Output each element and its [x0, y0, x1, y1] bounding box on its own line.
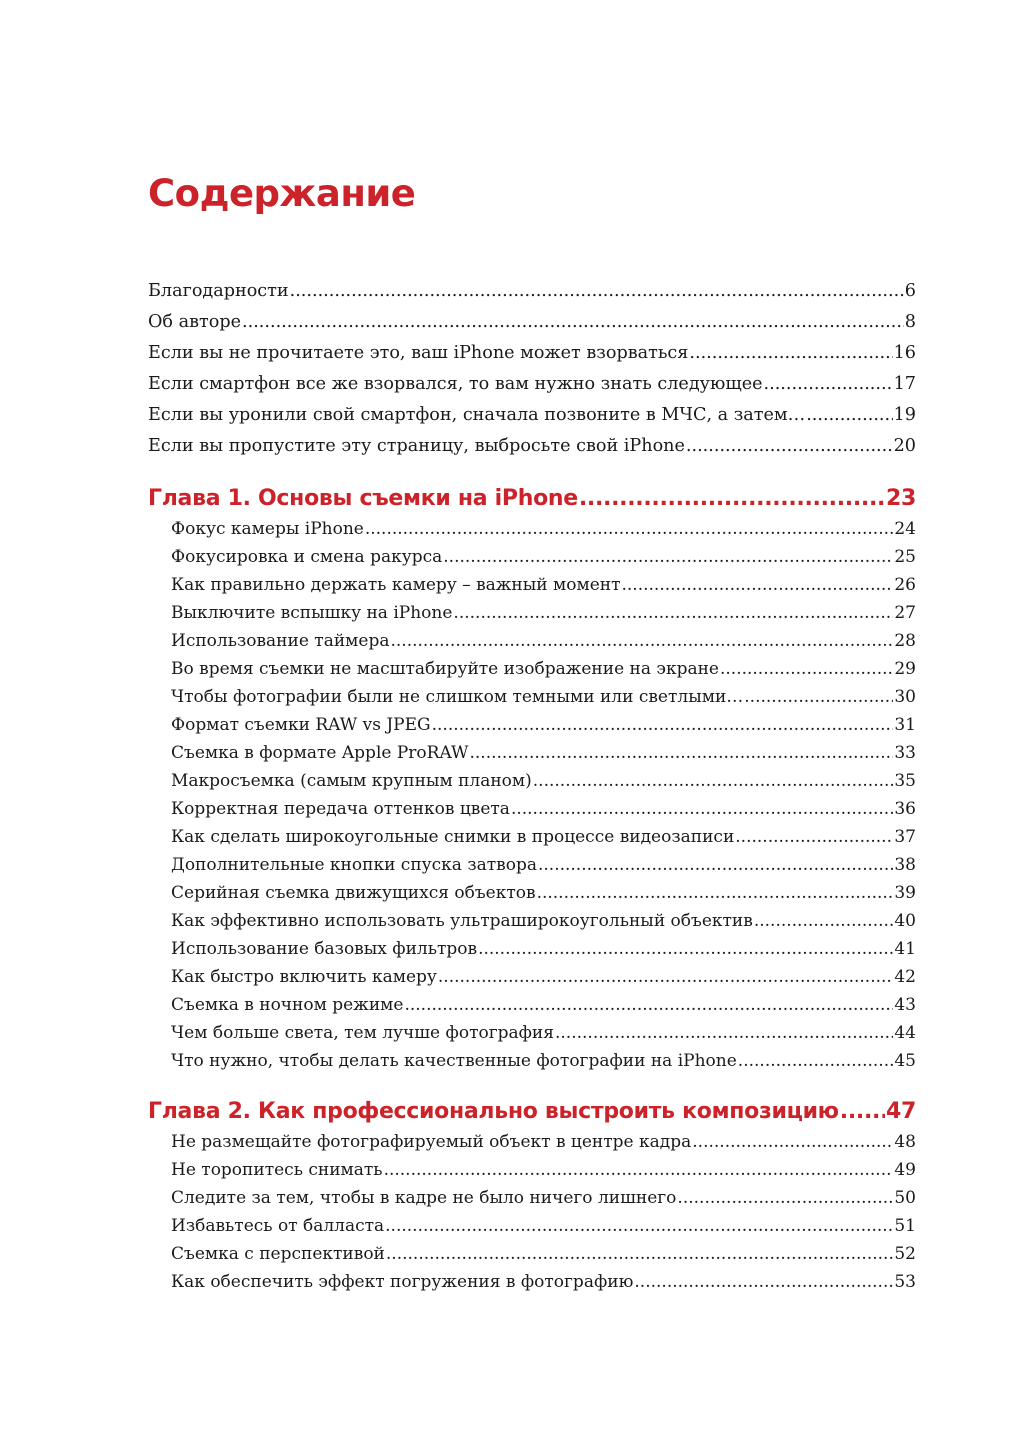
toc-entry-page-number: 38: [894, 855, 916, 875]
chapter-title: Глава 1. Основы съемки на iPhone: [148, 486, 578, 511]
toc-entry-title: Съемка в формате Apple ProRAW: [171, 743, 469, 763]
section-entry[interactable]: [171, 683, 916, 711]
toc-entry-title: Фокусировка и смена ракурса: [171, 547, 443, 567]
dot-leader: [806, 400, 892, 431]
toc-entry-page-number: 26: [894, 575, 916, 595]
section-entry[interactable]: [171, 655, 916, 683]
dot-leader: [720, 655, 893, 683]
toc-entry-title: Как быстро включить камеру: [171, 967, 437, 987]
toc-entry-title: Если вы не прочитаете это, ваш iPhone может взорваться: [148, 343, 689, 363]
toc-entry-page-number: 28: [894, 631, 916, 651]
toc-entry-page-number: 29: [894, 659, 916, 679]
toc-entry-page-number: 37: [894, 827, 916, 847]
dot-leader: [438, 963, 893, 991]
toc-entry-page-number: 33: [894, 743, 916, 763]
dot-leader: [754, 907, 894, 935]
toc-entry-title: Съемка в ночном режиме: [171, 995, 404, 1015]
toc-entry-title: Благодарности: [148, 281, 289, 301]
dot-leader: [686, 431, 893, 462]
section-entry[interactable]: [171, 1019, 916, 1047]
toc-entry-page-number: 16: [893, 343, 916, 363]
dot-leader: [432, 711, 894, 739]
section-entry[interactable]: [171, 627, 916, 655]
toc-entry-page-number: 48: [894, 1132, 916, 1152]
toc-entry-page-number: 27: [894, 603, 916, 623]
toc-entry-title: Как правильно держать камеру – важный момент: [171, 575, 621, 595]
toc-entry-page-number: 43: [894, 995, 916, 1015]
toc-entry-page-number: 36: [894, 799, 916, 819]
toc-entry-title: Не размещайте фотографируемый объект в центре кадра: [171, 1132, 692, 1152]
toc-entry-title: Использование базовых фильтров: [171, 939, 478, 959]
front-matter-entry[interactable]: [148, 276, 916, 307]
toc-entry-title: Если вы уронили свой смартфон, сначала позвоните в МЧС, а затем…: [148, 405, 806, 425]
toc-entry-page-number: 8: [904, 312, 916, 332]
dot-leader: [290, 276, 904, 307]
toc-entry-title: Макросъемка (самым крупным планом): [171, 771, 532, 791]
toc-entry-title: Серийная съемка движущихся объектов: [171, 883, 536, 903]
toc-entry-title: Дополнительные кнопки спуска затвора: [171, 855, 537, 875]
chapter-heading[interactable]: [148, 482, 916, 515]
toc-entry-title: Если вы пропустите эту страницу, выбросьте свой iPhone: [148, 436, 685, 456]
toc-entry-page-number: 51: [894, 1216, 916, 1236]
dot-leader: [689, 338, 892, 369]
front-matter-entry[interactable]: [148, 369, 916, 400]
toc-entry-title: Следите за тем, чтобы в кадре не было ничего лишнего: [171, 1188, 677, 1208]
toc-entry-title: Фокус камеры iPhone: [171, 519, 364, 539]
section-entry[interactable]: [171, 1156, 916, 1184]
section-entry[interactable]: [171, 1240, 916, 1268]
toc-entry-title: Корректная передача оттенков цвета: [171, 799, 510, 819]
section-entry[interactable]: [171, 515, 916, 543]
toc-entry-page-number: 20: [893, 436, 916, 456]
toc-entry-page-number: 19: [893, 405, 916, 425]
chapter-1: [148, 482, 916, 1075]
section-entry[interactable]: [171, 767, 916, 795]
chapter-2-items: [148, 1128, 916, 1296]
dot-leader: [744, 683, 893, 711]
dot-leader: [538, 851, 893, 879]
dot-leader: [840, 1095, 885, 1128]
toc-entry-title: Об авторе: [148, 312, 242, 332]
section-entry[interactable]: [171, 935, 916, 963]
dot-leader: [404, 991, 893, 1019]
section-entry[interactable]: [171, 571, 916, 599]
toc-entry-page-number: 30: [894, 687, 916, 707]
front-matter-entry[interactable]: [148, 338, 916, 369]
toc-entry-title: Формат съемки RAW vs JPEG: [171, 715, 431, 735]
section-entry[interactable]: [171, 543, 916, 571]
toc-entry-page-number: 45: [894, 1051, 916, 1071]
front-matter-entry[interactable]: [148, 400, 916, 431]
toc-entry-title: Как эффективно использовать ультраширокоугольный объектив: [171, 911, 753, 931]
chapter-2: [148, 1095, 916, 1296]
section-entry[interactable]: [171, 1212, 916, 1240]
section-entry[interactable]: [171, 851, 916, 879]
dot-leader: [385, 1212, 893, 1240]
toc-entry-page-number: 17: [893, 374, 916, 394]
toc-entry-title: Как обеспечить эффект погружения в фотографию: [171, 1272, 634, 1292]
dot-leader: [533, 767, 894, 795]
dot-leader: [735, 823, 893, 851]
section-entry[interactable]: [171, 739, 916, 767]
dot-leader: [738, 1047, 894, 1075]
toc-entry-page-number: 49: [894, 1160, 916, 1180]
chapter-heading[interactable]: [148, 1095, 916, 1128]
section-entry[interactable]: [171, 599, 916, 627]
toc-entry-title: Выключите вспышку на iPhone: [171, 603, 453, 623]
dot-leader: [634, 1268, 893, 1296]
toc-entry-page-number: 24: [894, 519, 916, 539]
chapter-1-items: [148, 515, 916, 1075]
dot-leader: [242, 307, 904, 338]
toc-entry-page-number: 39: [894, 883, 916, 903]
toc-entry-page-number: 25: [894, 547, 916, 567]
dot-leader: [384, 1156, 894, 1184]
section-entry[interactable]: [171, 1268, 916, 1296]
section-entry[interactable]: [171, 795, 916, 823]
dot-leader: [511, 795, 893, 823]
section-entry[interactable]: [171, 1184, 916, 1212]
toc-entry-title: Съемка с перспективой: [171, 1244, 385, 1264]
page-title: Содержание: [148, 172, 416, 215]
dot-leader: [692, 1128, 893, 1156]
section-entry[interactable]: [171, 711, 916, 739]
toc-entry-title: Не торопитесь снимать: [171, 1160, 383, 1180]
section-entry[interactable]: [171, 823, 916, 851]
chapter-title: Глава 2. Как профессионально выстроить композицию: [148, 1099, 839, 1124]
front-matter-entry[interactable]: [148, 307, 916, 338]
dot-leader: [365, 515, 894, 543]
toc-entry-title: Во время съемки не масштабируйте изображение на экране: [171, 659, 719, 679]
dot-leader: [579, 482, 885, 515]
section-entry[interactable]: [171, 991, 916, 1019]
section-entry[interactable]: [171, 1047, 916, 1075]
front-matter-entry[interactable]: [148, 431, 916, 462]
chapter-page-number: 23: [885, 486, 916, 511]
dot-leader: [478, 935, 893, 963]
toc-entry-title: Избавьтесь от балласта: [171, 1216, 385, 1236]
toc-entry-page-number: 42: [894, 967, 916, 987]
toc-entry-title: Как сделать широкоугольные снимки в процессе видеозаписи: [171, 827, 735, 847]
section-entry[interactable]: [171, 963, 916, 991]
dot-leader: [764, 369, 893, 400]
toc-entry-page-number: 6: [904, 281, 916, 301]
toc-entry-page-number: 40: [894, 911, 916, 931]
dot-leader: [622, 571, 894, 599]
dot-leader: [390, 627, 893, 655]
section-entry[interactable]: [171, 1128, 916, 1156]
dot-leader: [470, 739, 894, 767]
dot-leader: [453, 599, 893, 627]
toc-entry-page-number: 53: [894, 1272, 916, 1292]
toc-entry-title: Что нужно, чтобы делать качественные фотографии на iPhone: [171, 1051, 737, 1071]
toc-entry-page-number: 41: [894, 939, 916, 959]
dot-leader: [386, 1240, 893, 1268]
section-entry[interactable]: [171, 879, 916, 907]
dot-leader: [677, 1184, 893, 1212]
toc-entry-page-number: 31: [894, 715, 916, 735]
chapter-page-number: 47: [885, 1099, 916, 1124]
section-entry[interactable]: [171, 907, 916, 935]
toc-entry-title: Если смартфон все же взорвался, то вам нужно знать следующее: [148, 374, 763, 394]
toc-entry-title: Использование таймера: [171, 631, 390, 651]
toc-entry-page-number: 52: [894, 1244, 916, 1264]
toc-entry-page-number: 35: [894, 771, 916, 791]
toc-entry-page-number: 50: [894, 1188, 916, 1208]
toc-entry-title: Чем больше света, тем лучше фотография: [171, 1023, 554, 1043]
dot-leader: [555, 1019, 893, 1047]
dot-leader: [443, 543, 893, 571]
toc-entry-page-number: 44: [894, 1023, 916, 1043]
dot-leader: [537, 879, 894, 907]
toc-entry-title: Чтобы фотографии были не слишком темными или светлыми…: [171, 687, 744, 707]
front-matter-list: [148, 276, 916, 462]
